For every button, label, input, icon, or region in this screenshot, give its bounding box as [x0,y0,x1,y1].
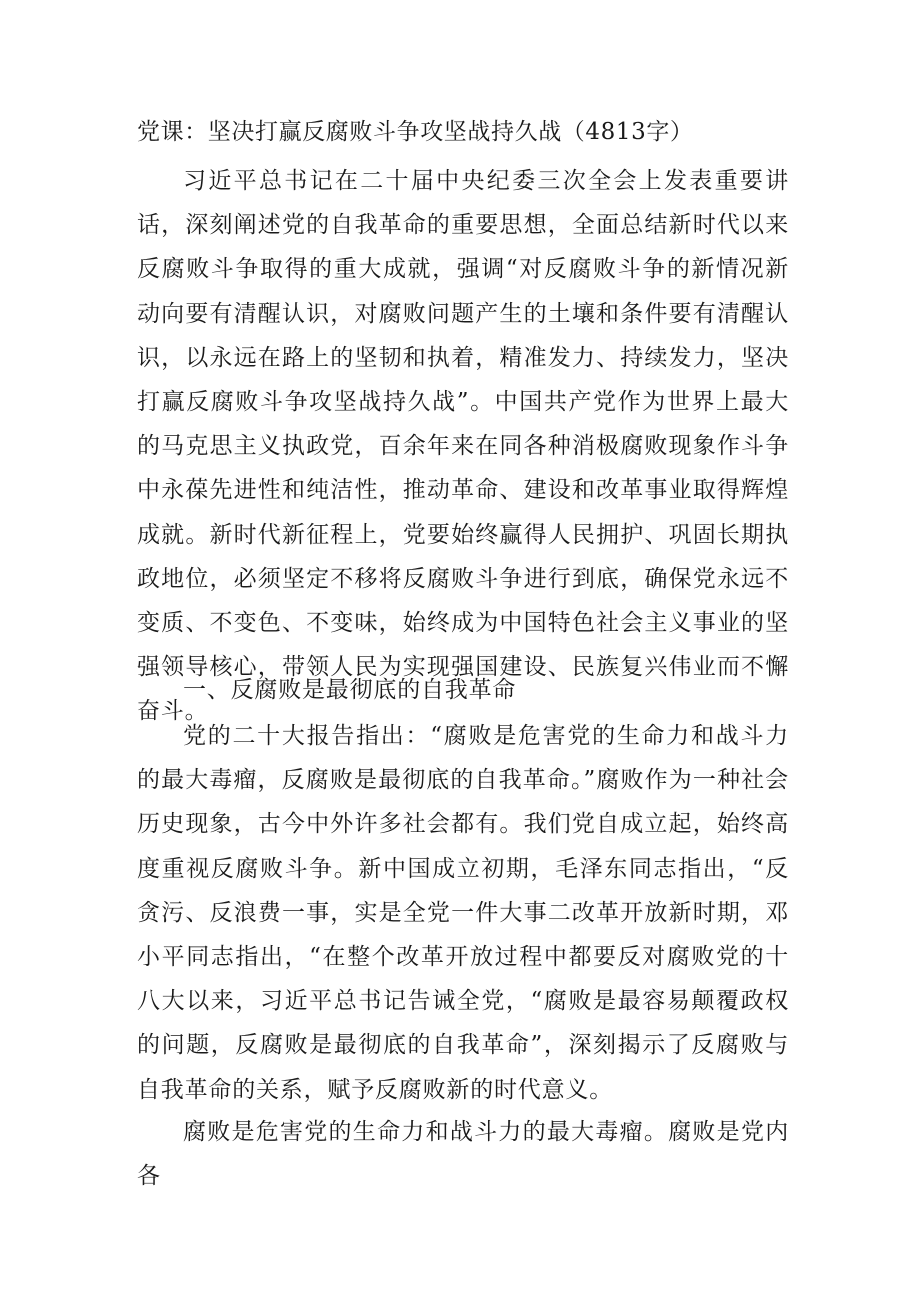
paragraph-section-1: 党的二十大报告指出：“腐败是危害党的生命力和战斗力的最大毒瘤，反腐败是最彻底的自我革命。”腐败作为一种社会历史现象，古今中外许多社会都有。我们党自成立起，始终高度重视反腐败斗争。新中国成立初期，毛泽东同志指出，“反贪污、反浪费一事，实是全党一件大事二改革开放新时期，邓小平同志指出，“在整个改革开放过程中都要反对腐败党的十八大以来，习近平总书记告诫全党，“腐败是最容易颠覆政权的问题，反腐败是最彻底的自我革命”，深刻揭示了反腐败与自我革命的关系，赋予反腐败新的时代意义。 [137,723,789,1103]
document-title: 党课：坚决打赢反腐败斗争攻坚战持久战（4813字） [137,119,694,145]
section-heading-1: 一、反腐败是最彻底的自我革命 [183,677,517,703]
paragraph-section-1-continued: 腐败是危害党的生命力和战斗力的最大毒瘤。腐败是党内各 [137,1119,789,1190]
paragraph-intro: 习近平总书记在二十届中央纪委三次全会上发表重要讲话，深刻阐述党的自我革命的重要思想，全面总结新时代以来反腐败斗争取得的重大成就，强调“对反腐败斗争的新情况新动向要有清醒认识，对腐败问题产生的土壤和条件要有清醒认识，以永远在路上的坚韧和执着，精准发力、持续发力，坚决打赢反腐败斗争攻坚战持久战”。中国共产党作为世界上最大的马克思主义执政党，百余年来在同各种消极腐败现象作斗争中永葆先进性和纯洁性，推动革命、建设和改革事业取得辉煌成就。新时代新征程上，党要始终赢得人民拥护、巩固长期执政地位，必须坚定不移将反腐败斗争进行到底，确保党永远不变质、不变色、不变味，始终成为中国特色社会主义事业的坚强领导核心，带领人民为实现强国建设、民族复兴伟业而不懈奋斗。 [137,168,789,725]
